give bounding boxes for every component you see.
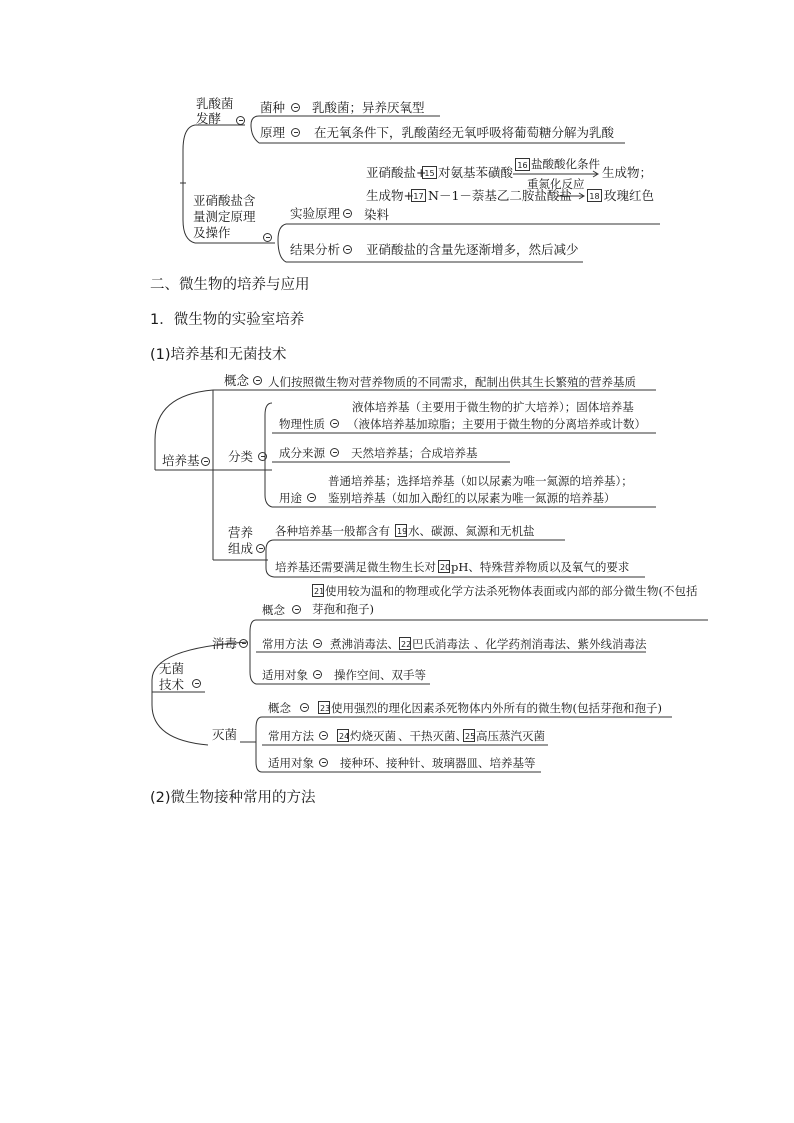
blank-number-18: 18	[587, 189, 602, 202]
physical-line1: 液体培养基（主要用于微生物的扩大培养）；固体培养基	[352, 400, 634, 414]
reaction1-product: 生成物；	[602, 165, 653, 180]
collapse-icon[interactable]	[258, 452, 267, 461]
collapse-icon[interactable]	[313, 639, 322, 648]
medium-classify-key: 分类	[228, 449, 254, 464]
disinfect-object-key: 适用对象	[262, 668, 308, 682]
collapse-icon[interactable]	[201, 457, 210, 466]
collapse-icon[interactable]	[319, 758, 328, 767]
source-value: 天然培养基；合成培养基	[351, 446, 478, 460]
aseptic-root-line2: 技术	[159, 677, 185, 692]
lactic-principle-key: 原理	[260, 125, 286, 140]
collapse-icon[interactable]	[307, 493, 316, 502]
nutrition-label-line2: 组成	[228, 541, 254, 556]
disinfect-method-key: 常用方法	[262, 637, 308, 651]
collapse-icon[interactable]	[256, 544, 265, 553]
nutrition-value2-a: 培养基还需要满足微生物生长对	[275, 560, 436, 574]
medium-root: 培养基	[162, 453, 200, 468]
lactic-principle-value: 在无氧条件下，乳酸菌经无氧呼吸将葡萄糖分解为乳酸	[314, 125, 615, 140]
blank-number-23: 23	[318, 701, 330, 714]
disinfect-concept-line2: 芽孢和孢子)	[312, 602, 374, 616]
reaction2-product: 玫瑰红色	[604, 188, 655, 203]
medium-concept-value: 人们按照微生物对营养物质的不同需求，配制出供其生长繁殖的营养基质	[268, 375, 636, 389]
source-key: 成分来源	[279, 446, 325, 460]
collapse-icon[interactable]	[263, 233, 272, 242]
disinfect-key: 消毒	[212, 636, 238, 651]
lactic-label-line1: 乳酸菌	[196, 96, 234, 111]
physical-line2: （液体培养基加琼脂；主要用于微生物的分离培养或计数）	[347, 417, 646, 431]
collapse-icon[interactable]	[291, 128, 300, 137]
blank-number-15: 15	[422, 166, 437, 179]
collapse-icon[interactable]	[192, 679, 201, 688]
blank-number-24: 24	[337, 729, 349, 742]
disinfect-concept-key: 概念	[262, 603, 285, 617]
collapse-icon[interactable]	[343, 245, 352, 254]
collapse-icon[interactable]	[300, 703, 309, 712]
nitrite-label-line3: 及操作	[193, 225, 231, 240]
reaction2-reactant: 生成物+	[366, 188, 414, 203]
physical-key: 物理性质	[279, 417, 325, 431]
lactic-label-line2: 发酵	[196, 111, 222, 126]
collapse-icon[interactable]	[343, 209, 352, 218]
reaction2-reagent: N－1－萘基乙二胺盐酸盐	[428, 188, 572, 203]
nitrite-label-line2: 量测定原理	[193, 209, 256, 224]
sterilize-object-key: 适用对象	[268, 756, 314, 770]
collapse-icon[interactable]	[330, 448, 339, 457]
collapse-icon[interactable]	[313, 670, 322, 679]
heading-inoculation: (2)微生物接种常用的方法	[150, 790, 316, 806]
blank-number-21: 21	[312, 584, 324, 597]
collapse-icon[interactable]	[330, 419, 339, 428]
sterilize-object-value: 接种环、接种针、玻璃器皿、培养基等	[340, 756, 536, 770]
collapse-icon[interactable]	[253, 376, 262, 385]
blank-number-16: 16	[515, 158, 530, 171]
disinfect-method-a: 煮沸消毒法、	[330, 637, 399, 651]
blank-number-19: 19	[395, 524, 407, 537]
reaction3-text: 染料	[364, 207, 390, 222]
nutrition-value1-a: 各种培养基一般都含有	[275, 524, 390, 538]
use-line1: 普通培养基；选择培养基（如以尿素为唯一氮源的培养基）；	[328, 474, 633, 488]
sterilize-key: 灭菌	[212, 727, 238, 742]
blank-number-22: 22	[399, 637, 411, 650]
nitrite-result-value: 亚硝酸盐的含量先逐渐增多，然后减少	[366, 242, 579, 257]
sterilize-method-a: 灼烧灭菌	[350, 729, 396, 743]
nutrition-label-line1: 营养	[228, 525, 254, 540]
reaction1-condition-top: 盐酸酸化条件	[531, 157, 600, 171]
sterilize-concept-key: 概念	[268, 701, 291, 715]
use-key: 用途	[279, 491, 302, 505]
aseptic-root-line1: 无菌	[159, 661, 185, 676]
disinfect-concept-line1: 使用较为温和的物理或化学方法杀死物体表面或内部的部分微生物(不包括	[325, 584, 698, 598]
nutrition-value2-b: pH、特殊营养物质以及氧气的要求	[451, 560, 630, 574]
sterilize-method-b: 、干热灭菌、	[398, 729, 467, 743]
nutrition-value1-b: 水、碳源、氮源和无机盐	[408, 524, 535, 538]
collapse-icon[interactable]	[291, 103, 300, 112]
nitrite-exp-key: 实验原理	[290, 206, 341, 221]
lactic-species-value: 乳酸菌；异养厌氧型	[312, 100, 425, 115]
blank-number-17: 17	[411, 189, 426, 202]
disinfect-object-value: 操作空间、双手等	[334, 668, 426, 682]
reaction1-reactant: 亚硝酸盐+	[366, 165, 427, 180]
blank-number-25: 25	[463, 729, 475, 742]
collapse-icon[interactable]	[319, 731, 328, 740]
collapse-icon[interactable]	[292, 605, 301, 614]
heading-lab-culture: 1．微生物的实验室培养	[150, 312, 305, 328]
heading-section-2: 二、微生物的培养与应用	[150, 277, 310, 293]
reaction1-condition-bottom: 重氮化反应	[527, 177, 585, 191]
blank-number-20: 20	[438, 560, 450, 573]
sterilize-concept-value: 使用强烈的理化因素杀死物体内外所有的微生物(包括芽孢和孢子)	[331, 701, 662, 715]
nitrite-label-line1: 亚硝酸盐含	[193, 193, 256, 208]
collapse-icon[interactable]	[236, 116, 245, 125]
heading-medium-aseptic: (1)培养基和无菌技术	[150, 347, 287, 363]
reaction1-reagent: 对氨基苯磺酸	[438, 165, 514, 180]
sterilize-method-key: 常用方法	[268, 729, 314, 743]
lactic-species-key: 菌种	[260, 100, 286, 115]
use-line2: 鉴别培养基（如加入酚红的以尿素为唯一氮源的培养基）	[328, 491, 616, 505]
nitrite-result-key: 结果分析	[290, 242, 341, 257]
medium-concept-key: 概念	[224, 373, 250, 388]
sterilize-method-c: 高压蒸汽灭菌	[476, 729, 545, 743]
disinfect-method-b: 巴氏消毒法	[412, 637, 470, 651]
collapse-icon[interactable]	[239, 639, 248, 648]
disinfect-method-c: 、化学药剂消毒法、紫外线消毒法	[474, 637, 647, 651]
